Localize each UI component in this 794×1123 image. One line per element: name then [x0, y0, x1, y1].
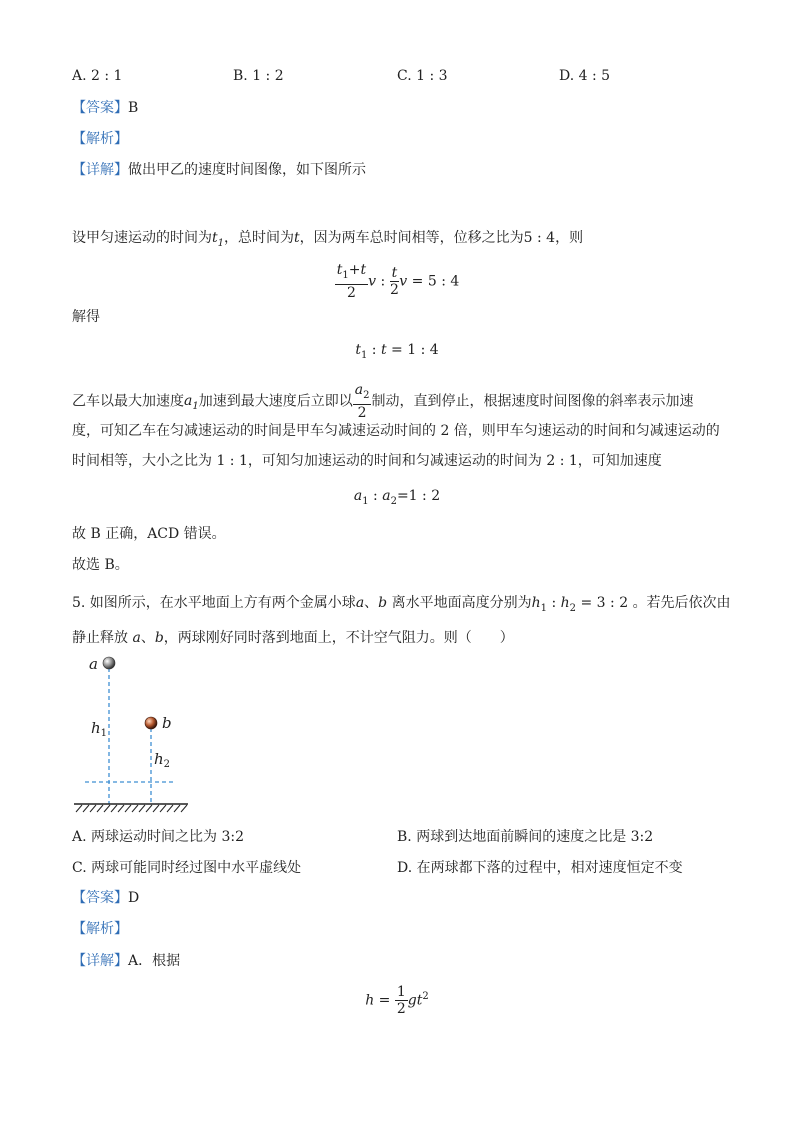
text: 5. 如图所示，在水平地面上方有两个金属小球	[72, 595, 356, 611]
fraction: $\frac{t}{2}$	[390, 264, 399, 298]
fraction: $\frac{1}{2}$	[396, 984, 406, 1017]
q4-option-d: D. 4 : 5	[559, 68, 611, 84]
fraction: $\frac{t_1+t}{2}$	[336, 262, 367, 301]
q4-paragraph-2	[72, 382, 693, 421]
label-h2	[154, 750, 170, 770]
detail-tag: 【详解】	[72, 162, 128, 178]
answer-tag: 【答案】	[72, 100, 128, 116]
text: 静止释放	[72, 630, 128, 646]
text: ，则	[555, 230, 584, 246]
q4-paragraph-2-line-3: 时间相等，大小之比为 1 : 1，可知匀加速运动的时间和匀减速运动的时间为 2 : 1，可知加速度	[72, 453, 662, 469]
ground-line	[74, 804, 188, 812]
q5-option-c: C. 两球可能同时经过图中水平虚线处	[72, 860, 302, 876]
solve-label: 解得	[72, 309, 100, 325]
answer-tag: 【答案】	[72, 890, 128, 906]
q4-paragraph-2-line-2: 度，可知乙车在匀减速运动的时间是甲车匀减速运动时间的 2 倍，则甲车匀速运动的时间和匀减速运动的	[72, 423, 720, 439]
q5-detail	[72, 951, 180, 971]
answer-value: D	[128, 890, 140, 906]
q4-answer	[72, 98, 138, 118]
detail-intro: A．根据	[128, 953, 181, 969]
q5-option-d: D. 在两球都下落的过程中，相对速度恒定不变	[397, 860, 683, 876]
text: 乙车以最大加速度	[72, 393, 184, 410]
text: = 3 : 2	[580, 595, 629, 611]
text: 。若先后依次由	[632, 595, 731, 611]
label-h1-sub: 1	[100, 728, 108, 739]
text: ，两球刚好同时落到地面上，不计空气阻力。则（ ）	[163, 630, 514, 646]
symbol-t: t	[294, 230, 300, 246]
detail-intro: 做出甲乙的速度时间图像，如下图所示	[128, 162, 366, 178]
equation-h: h = $\frac{1}{2}$ $gt^2$	[365, 984, 429, 1017]
symbol-a1: $a_1$	[184, 393, 199, 413]
equation-1: $\frac{t_1+t}{2}$ v : $\frac{t}{2}$ v = 5 : 4	[336, 262, 460, 301]
q4-conclusion: 故 B 正确，ACD 错误。	[72, 526, 226, 542]
q5-option-b: B. 两球到达地面前瞬间的速度之比是 3:2	[397, 829, 654, 845]
q4-option-a: A. 2 : 1	[72, 68, 123, 84]
q5-stem-line-2: 静止释放 a、b，两球刚好同时落到地面上，不计空气阻力。则（ ）	[72, 630, 514, 646]
equation-lhs: h =	[365, 992, 391, 1009]
equation-2: $t_1$ : t = 1 : 4	[355, 342, 439, 361]
text: 离水平地面高度分别为	[391, 595, 532, 611]
text: ，总时间为	[224, 230, 295, 246]
analysis-tag: 【解析】	[72, 921, 128, 937]
q5-answer	[72, 888, 139, 908]
fraction: $\frac{a_2}{2}$	[354, 382, 370, 421]
label-h1-main: h	[91, 719, 101, 737]
equation-rhs: =1 : 2	[396, 488, 441, 504]
label-h2-sub: 2	[163, 759, 171, 770]
q5-option-a: A. 两球运动时间之比为 3:2	[72, 829, 244, 845]
q4-choose: 故选 B。	[72, 557, 129, 573]
label-a: a	[89, 655, 98, 673]
label-h2-main: h	[154, 750, 164, 768]
equation-term: gt	[407, 992, 423, 1009]
symbol-t1: $t_1$	[212, 230, 225, 249]
q5-analysis	[72, 919, 128, 939]
q4-paragraph-1	[72, 228, 583, 254]
detail-tag: 【详解】	[72, 953, 128, 969]
falling-balls-diagram	[70, 650, 200, 820]
text: 设甲匀速运动的时间为	[72, 230, 212, 246]
equation-rhs: = 5 : 4	[411, 273, 460, 290]
ball-b	[145, 717, 157, 729]
text: ，因为两车总时间相等，位移之比为	[299, 230, 524, 246]
equation-rhs: = 1 : 4	[391, 342, 439, 358]
q4-analysis	[72, 129, 128, 149]
q4-option-b: B. 1 : 2	[233, 68, 284, 84]
ball-a	[103, 657, 115, 669]
label-b: b	[162, 714, 172, 732]
equation-3: $a_1$ : $a_2=1$ : 2	[353, 488, 441, 507]
label-h1	[91, 719, 107, 739]
q4-option-c: C. 1 : 3	[397, 68, 448, 84]
text: 5 : 4	[523, 230, 556, 246]
q4-detail	[72, 160, 366, 180]
answer-value: B	[128, 100, 139, 116]
text: 制动，直到停止，根据速度时间图像的斜率表示加速	[371, 393, 694, 410]
q5-stem-line-1: 5. 如图所示，在水平地面上方有两个金属小球a、b 离水平地面高度分别为$h_1$ : $h_2 = 3$ : 2 。若先后依次由	[72, 595, 731, 614]
analysis-tag: 【解析】	[72, 131, 128, 147]
text: 加速到最大速度后立即以	[198, 393, 353, 410]
